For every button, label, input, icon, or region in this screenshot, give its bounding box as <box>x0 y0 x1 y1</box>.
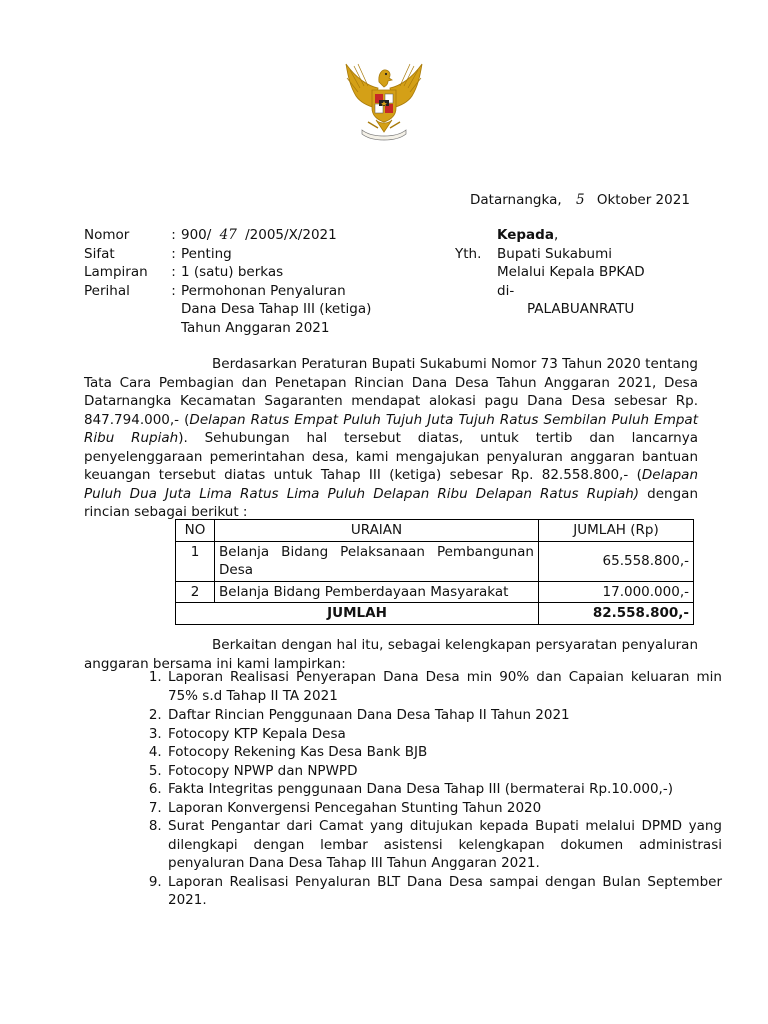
nomor-label: Nomor <box>84 227 130 243</box>
p1-text-c: ). Sehubungan hal tersebut diatas, untuk tertib dan lancarnya penyelenggaraan pemerintahan desa, kami mengajukan penyaluran anggaran bantuan keuangan tersebut diatas untuk Tahap III (ketiga) sebesar Rp. 82.558.800,- ( <box>84 430 698 483</box>
list-item: 8. Surat Pengantar dari Camat yang ditujukan kepada Bupati melalui DPMD yang dilengkapi dengan lembar asistensi kelengkapan dokumen administrasi penyaluran Dana Desa Tahap III Tahun Anggaran 2021. <box>166 817 722 873</box>
nomor-handwritten: 47 <box>219 227 237 243</box>
date-place: Datarnangka, <box>470 192 562 208</box>
kepada-comma: , <box>553 227 559 243</box>
row-uraian: Belanja Bidang Pemberdayaan Masyarakat <box>215 581 539 603</box>
body-paragraph-2: Berkaitan dengan hal itu, sebagai kelengkapan persyaratan penyaluran anggaran bersama ini kami lampirkan: <box>84 637 698 672</box>
meta-row-perihal <box>84 282 371 338</box>
p1-amount-words-2: Delapan Puluh Dua Juta Lima Ratus Lima Puluh Delapan Ribu Delapan Ratus Rupiah) <box>84 467 698 502</box>
recipient-block <box>455 226 695 319</box>
colon: : <box>171 264 176 280</box>
sifat-value: Penting <box>181 245 232 262</box>
nomor-suffix: /2005/X/2021 <box>245 227 337 243</box>
list-item: 9. Laporan Realisasi Penyaluran BLT Dana Desa sampai dengan Bulan September 2021. <box>166 873 722 910</box>
meta-row-sifat <box>84 245 371 264</box>
nomor-prefix: 900/ <box>181 227 212 243</box>
recipient-via: Melalui Kepala BPKAD <box>497 264 645 280</box>
kepada-line <box>455 226 695 245</box>
row-no: 2 <box>176 581 215 603</box>
perihal-label: Perihal <box>84 282 130 299</box>
letter-date <box>470 191 690 210</box>
colon: : <box>171 282 176 299</box>
perihal-line: Permohonan Penyaluran <box>181 282 346 299</box>
p1-amount-words-1: Delapan Ratus Empat Puluh Tujuh Juta Tujuh Ratus Sembilan Puluh Empat Ribu Rupiah <box>84 411 698 446</box>
recipient-line <box>455 245 695 264</box>
table-header-row <box>176 520 694 542</box>
sifat-label: Sifat <box>84 245 115 262</box>
attachment-list <box>140 668 722 910</box>
perihal-line: Tahun Anggaran 2021 <box>181 319 330 336</box>
row-uraian: Belanja Bidang Pelaksanaan Pembangunan Desa <box>215 541 539 581</box>
list-item: 5. Fotocopy NPWP dan NPWPD <box>166 762 722 781</box>
list-item: 6. Fakta Integritas penggunaan Dana Desa Tahap III (bermaterai Rp.10.000,-) <box>166 780 722 799</box>
recipient-city: PALABUANRATU <box>527 301 635 317</box>
nomor-value <box>181 226 371 245</box>
perihal-line: Dana Desa Tahap III (ketiga) <box>181 301 372 317</box>
row-no: 1 <box>176 541 215 581</box>
table-row <box>176 541 694 581</box>
recipient-di: di- <box>497 282 515 299</box>
table-row <box>176 581 694 603</box>
budget-table <box>175 519 694 625</box>
meta-row-nomor <box>84 226 371 245</box>
header-no: NO <box>176 520 215 542</box>
yth-label: Yth. <box>455 245 482 262</box>
recipient-name: Bupati Sukabumi <box>497 245 613 262</box>
lampiran-label: Lampiran <box>84 264 148 280</box>
meta-row-lampiran <box>84 263 371 282</box>
p1-text-e: dengan rincian sebagai berikut : <box>84 485 699 520</box>
header-jumlah: JUMLAH (Rp) <box>539 520 694 542</box>
total-value: 82.558.800,- <box>539 603 694 625</box>
list-item: 3. Fotocopy KTP Kepala Desa <box>166 725 722 744</box>
colon: : <box>171 227 176 243</box>
body-paragraph-1 <box>84 355 698 522</box>
list-item: 1. Laporan Realisasi Penyerapan Dana Desa min 90% dan Capaian keluaran min 75% s.d Tahap II TA 2021 <box>166 668 722 706</box>
lampiran-value: 1 (satu) berkas <box>181 264 284 280</box>
date-month-year: Oktober 2021 <box>596 192 690 208</box>
table-total-row <box>176 603 694 625</box>
kepada-label: Kepada <box>497 227 554 243</box>
garuda-emblem-icon <box>338 58 430 144</box>
row-jumlah: 17.000.000,- <box>539 581 694 603</box>
list-item: 7. Laporan Konvergensi Pencegahan Stunting Tahun 2020 <box>166 799 722 818</box>
p1-text-a: Berdasarkan Peraturan Bupati Sukabumi Nomor 73 Tahun 2020 tentang Tata Cara Pembagian dan Penetapan Rincian Dana Desa Tahun Anggaran 2021, Desa Datarnangka Kecamatan Sagaranten mendapat alokasi pagu Dana Desa sebesar Rp. 847.794.000,- ( <box>84 356 698 428</box>
perihal-value <box>181 282 371 338</box>
date-day: 5 <box>575 192 585 208</box>
colon: : <box>171 245 176 262</box>
list-item: 4. Fotocopy Rekening Kas Desa Bank BJB <box>166 743 722 762</box>
letter-meta <box>84 226 371 337</box>
header-uraian: URAIAN <box>215 520 539 542</box>
total-label: JUMLAH <box>176 603 539 625</box>
list-item: 2. Daftar Rincian Penggunaan Dana Desa Tahap II Tahun 2021 <box>166 706 722 725</box>
row-jumlah: 65.558.800,- <box>539 541 694 581</box>
